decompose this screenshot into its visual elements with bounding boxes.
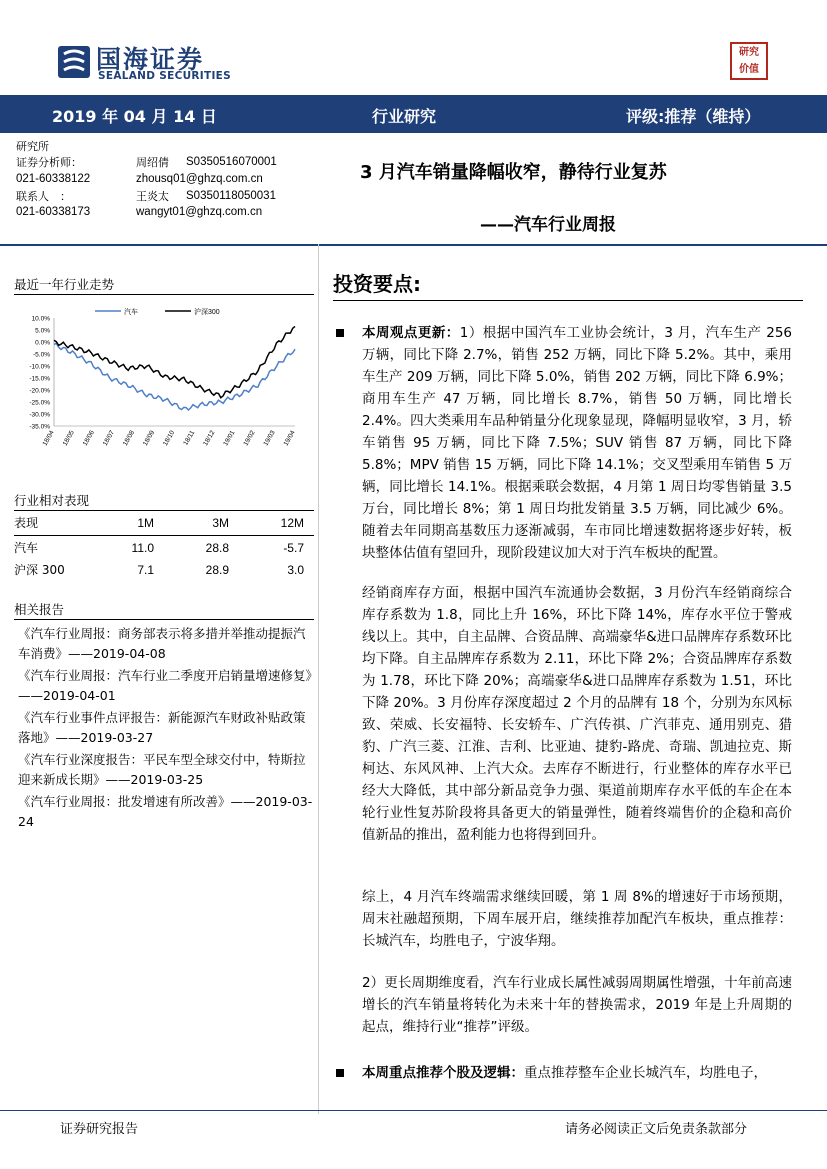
sealand-logo-icon xyxy=(56,44,92,80)
x-tick-label: 18/06 xyxy=(81,429,96,448)
row-label: 沪深 300 xyxy=(14,563,65,577)
y-tick-label: -30.0% xyxy=(29,411,50,419)
y-tick-label: 0.0% xyxy=(35,339,50,347)
column-header: 1M xyxy=(137,516,154,530)
analyst-role: 证券分析师： xyxy=(16,156,82,169)
summary-paragraph: 综上，4 月汽车终端需求继续回暖，第 1 周 8%的增速好于市场预期，周末社融超预期，下周车展开启，继续推荐加配汽车板块，重点推荐：长城汽车，均胜电子，宁波华翔。 xyxy=(362,889,792,949)
x-tick-label: 18/12 xyxy=(202,429,217,448)
report-subtitle: ——汽车行业周报 xyxy=(480,215,616,235)
row-label: 汽车 xyxy=(14,541,39,555)
cell-value: -5.7 xyxy=(283,541,304,555)
rating: 评级:推荐（维持） xyxy=(626,107,761,126)
analyst-email[interactable]: zhousq01@ghzq.com.cn xyxy=(136,173,263,185)
y-tick-label: -10.0% xyxy=(29,363,50,371)
legend-label: 沪深300 xyxy=(194,309,220,316)
column-header: 3M xyxy=(212,516,229,530)
footer-left: 证券研究报告 xyxy=(60,1122,139,1137)
x-tick-label: 19/04 xyxy=(282,429,297,448)
table-row xyxy=(14,537,314,559)
stock-picks-label: 本周重点推荐个股及逻辑： xyxy=(362,1065,524,1081)
table-row xyxy=(14,559,314,581)
y-tick-label: 5.0% xyxy=(35,327,50,335)
inventory-paragraph: 经销商库存方面，根据中国汽车流通协会数据，3 月份汽车经销商综合库存系数为 1.8，同比上升 16%，环比下降 14%，库存水平位于警戒线以上。其中，自主品牌、合资品牌、高端豪华&进口品牌库存系数环比均下降。自主品牌库存系数为 2.11，环比下降 2%；合资品牌库存系数为 1.78，环比下降 20%；高端豪华&进口品牌库存系数为 1.51，环比下降 20%。3 月份库存深度超过 2 个月的品牌有 18 个，分别为东风标致、荣威、长安福特、长安轿车、广汽传祺、广汽菲克、通用别克、猎豹、广汽三菱、江淮、吉利、比亚迪、捷豹-路虎、奇瑞、凯迪拉克、斯柯达、东风风神、上汽大众。去库存不断进行，行业整体的库存水平已经大大降低，其中部分新品竞争力强、渠道前期库存水平低的车企在本轮行业性复苏阶段将具备更大的销量弹性，随着终端售价的企稳和高价值新品的推出，盈利能力也将得到回升。 xyxy=(362,585,792,843)
analyst-name: 周绍倩 xyxy=(136,156,169,169)
report-title: 3 月汽车销量降幅收窄，静待行业复苏 xyxy=(360,162,667,183)
table-header-row xyxy=(14,512,314,534)
x-tick-label: 19/03 xyxy=(262,429,277,448)
y-tick-label: -35.0% xyxy=(29,423,50,431)
y-tick-label: -15.0% xyxy=(29,375,50,383)
related-report-item[interactable]: 《汽车行业深度报告：平民车型全球交付中，特斯拉迎来新成长期》——2019-03-25 xyxy=(18,752,306,787)
column-header: 12M xyxy=(280,516,304,530)
related-report-item[interactable]: 《汽车行业周报：汽车行业二季度开启销量增速修复》——2019-04-01 xyxy=(18,668,312,703)
brand-name-en: SEALAND SECURITIES xyxy=(98,70,231,82)
footer-rule xyxy=(0,1110,827,1111)
report-category: 行业研究 xyxy=(372,107,437,126)
long-cycle-paragraph: 2）更长周期维度看，汽车行业成长属性减弱周期属性增强，十年前高速增长的汽车销量将转化为未来十年的替换需求，2019 年是上升周期的起点，维持行业“推荐”评级。 xyxy=(362,975,792,1035)
x-tick-label: 18/05 xyxy=(61,429,76,448)
weekly-view-label: 本周观点更新： xyxy=(362,325,460,341)
cell-value: 3.0 xyxy=(287,563,304,577)
contact-name: 王炎太 xyxy=(136,190,169,203)
contact-email[interactable]: wangyt01@ghzq.com.cn xyxy=(136,206,263,218)
legend-label: 汽车 xyxy=(124,309,138,316)
x-tick-label: 18/09 xyxy=(141,429,157,448)
investment-highlights-heading: 投资要点: xyxy=(333,272,421,296)
x-tick-label: 18/11 xyxy=(182,429,197,447)
trend-heading-rule xyxy=(14,294,314,295)
related-report-item[interactable]: 《汽车行业周报：批发增速有所改善》——2019-03-24 xyxy=(18,794,313,829)
x-tick-label: 18/04 xyxy=(41,429,56,448)
trend-chart xyxy=(10,300,310,475)
header-divider xyxy=(0,244,827,246)
x-tick-label: 18/07 xyxy=(101,429,116,448)
institute-label: 研究所 xyxy=(16,140,49,153)
column-header: 表现 xyxy=(14,516,39,530)
cell-value: 28.9 xyxy=(205,563,229,577)
cell-value: 11.0 xyxy=(131,541,154,555)
related-heading-rule xyxy=(14,619,314,620)
research-seal-icon: 研究 价值 xyxy=(730,42,768,80)
brand-name-cn: 国海证券 xyxy=(96,45,205,74)
x-tick-label: 19/02 xyxy=(242,429,257,448)
highlights-rule xyxy=(333,300,803,301)
footer-disclaimer: 请务必阅读正文后免责条款部分 xyxy=(565,1122,748,1137)
bullet-icon xyxy=(336,329,344,337)
analyst-phone: 021-60338122 xyxy=(16,173,91,185)
x-tick-label: 18/08 xyxy=(121,429,137,448)
stock-picks-text: 重点推荐整车企业长城汽车，均胜电子， xyxy=(524,1065,767,1081)
analyst-cert-id: S0350516070001 xyxy=(186,156,277,168)
table-rule xyxy=(14,535,314,536)
related-report-item[interactable]: 《汽车行业事件点评报告：新能源汽车财政补贴政策落地》——2019-03-27 xyxy=(18,710,306,745)
cell-value: 28.8 xyxy=(205,541,229,555)
y-tick-label: 10.0% xyxy=(31,315,50,323)
stock-picks-paragraph xyxy=(362,1062,792,1084)
column-divider xyxy=(318,244,319,1114)
contact-cert-id: S0350118050031 xyxy=(186,190,276,202)
weekly-view-text: 1）根据中国汽车工业协会统计，3 月，汽车生产 256 万辆，同比下降 2.7%，销售 252 万辆，同比下降 5.2%。其中，乘用车生产 209 万辆，同比下降 5.0%，销售 202 万辆，同比下降 6.9%；商用车生产 47 万辆，同比增长 8.7%，销售 50 万辆，同比增长 2.4%。四大类乘用车品种销量分化现象显现，降幅明显收窄，3 月，轿车销售 95 万辆，同比下降 7.5%；SUV 销售 87 万辆，同比下降 5.8%；MPV 销售 15 万辆，同比下降 14.1%；交叉型乘用车销售 5 万辆，同比增长 14.1%。根据乘联会数据，4 月第 1 周日均零售销量 3.5 万台，同比增长 8%；第 1 周日均批发销量 3.5 万辆，同比减少 6%。随着去年同期高基数压力逐渐减弱，车市同比增速数据将逐步好转，板块整体估值有望回升，现阶段建议加大对于汽车板块的配置。 xyxy=(362,325,793,561)
y-tick-label: -20.0% xyxy=(29,387,50,395)
x-tick-label: 18/10 xyxy=(162,429,177,448)
x-tick-label: 19/01 xyxy=(222,429,237,448)
cell-value: 7.1 xyxy=(137,563,154,577)
contact-phone: 021-60338173 xyxy=(16,206,91,218)
y-tick-label: -25.0% xyxy=(29,399,50,407)
report-date: 2019 年 04 月 14 日 xyxy=(52,107,217,126)
related-heading: 相关报告 xyxy=(14,602,65,617)
trend-heading: 最近一年行业走势 xyxy=(14,277,115,292)
performance-heading: 行业相对表现 xyxy=(14,493,90,508)
y-tick-label: -5.0% xyxy=(33,351,50,359)
performance-heading-rule xyxy=(14,510,314,511)
bullet-icon xyxy=(336,1069,344,1077)
weekly-view-paragraph xyxy=(362,322,792,564)
related-report-item[interactable]: 《汽车行业周报：商务部表示将多措并举推动提振汽车消费》——2019-04-08 xyxy=(18,626,306,661)
contact-role: 联系人 ： xyxy=(16,190,71,203)
